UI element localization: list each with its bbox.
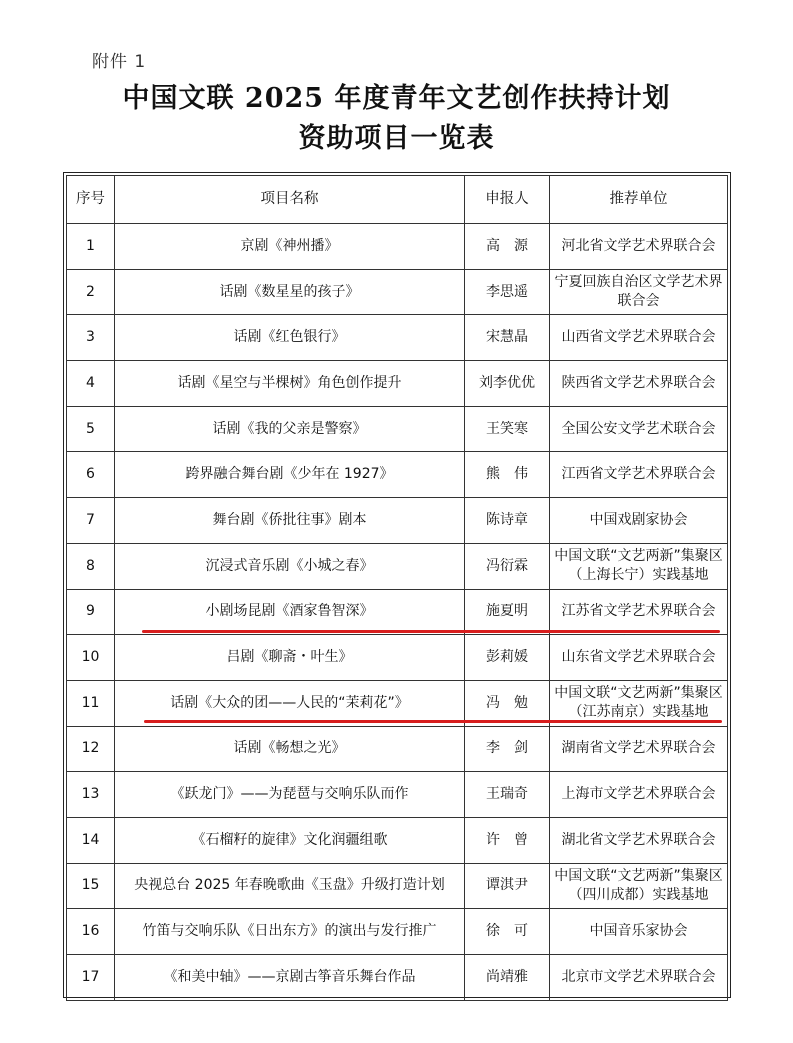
row-number: 2 (67, 269, 115, 315)
project-name: 沉浸式音乐剧《小城之春》 (115, 543, 465, 589)
applicant-name: 冯衍霖 (465, 543, 550, 589)
row-number: 17 (67, 955, 115, 1001)
funded-projects-table (66, 175, 728, 1001)
table-row (67, 909, 728, 955)
applicant-name: 宋慧晶 (465, 315, 550, 361)
row-number: 14 (67, 817, 115, 863)
table-row (67, 635, 728, 681)
applicant-name: 冯 勉 (465, 680, 550, 726)
project-name: 京剧《神州播》 (115, 224, 465, 270)
project-name: 跨界融合舞台剧《少年在 1927》 (115, 452, 465, 498)
project-name: 竹笛与交响乐队《日出东方》的演出与发行推广 (115, 909, 465, 955)
document-title: 中国文联 2025 年度青年文艺创作扶持计划 (122, 83, 671, 114)
table-row (67, 361, 728, 407)
recommending-unit: 北京市文学艺术界联合会 (550, 955, 728, 1001)
recommending-unit: 山西省文学艺术界联合会 (550, 315, 728, 361)
applicant-name: 熊 伟 (465, 452, 550, 498)
row-number: 5 (67, 406, 115, 452)
project-name: 吕剧《聊斋・叶生》 (115, 635, 465, 681)
recommending-unit: 全国公安文学艺术联合会 (550, 406, 728, 452)
attachment-label: 附件 1 (92, 52, 147, 72)
project-name: 话剧《畅想之光》 (115, 726, 465, 772)
recommending-unit: 山东省文学艺术界联合会 (550, 635, 728, 681)
table-body (67, 224, 728, 1001)
table-row (67, 406, 728, 452)
header-applicant: 申报人 (465, 176, 550, 224)
project-name: 话剧《星空与半棵树》角色创作提升 (115, 361, 465, 407)
document-subtitle: 资助项目一览表 (298, 123, 495, 154)
row-number: 15 (67, 863, 115, 909)
row-number: 9 (67, 589, 115, 635)
table-row (67, 726, 728, 772)
header-recommending-unit: 推荐单位 (550, 176, 728, 224)
applicant-name: 彭莉媛 (465, 635, 550, 681)
project-name: 话剧《大众的团——人民的“茉莉花”》 (115, 680, 465, 726)
applicant-name: 徐 可 (465, 909, 550, 955)
row-number: 3 (67, 315, 115, 361)
applicant-name: 王笑寒 (465, 406, 550, 452)
recommending-unit: 中国文联“文艺两新”集聚区（四川成都）实践基地 (550, 863, 728, 909)
applicant-name: 刘李优优 (465, 361, 550, 407)
table-row (67, 269, 728, 315)
project-name: 小剧场昆剧《酒家鲁智深》 (115, 589, 465, 635)
red-underline-row-9 (142, 630, 720, 633)
recommending-unit: 中国音乐家协会 (550, 909, 728, 955)
table-header-row (67, 176, 728, 224)
applicant-name: 尚靖雅 (465, 955, 550, 1001)
project-name: 话剧《数星星的孩子》 (115, 269, 465, 315)
applicant-name: 谭淇尹 (465, 863, 550, 909)
recommending-unit: 中国文联“文艺两新”集聚区（上海长宁）实践基地 (550, 543, 728, 589)
row-number: 7 (67, 498, 115, 544)
recommending-unit: 陕西省文学艺术界联合会 (550, 361, 728, 407)
recommending-unit: 上海市文学艺术界联合会 (550, 772, 728, 818)
table-row (67, 772, 728, 818)
row-number: 13 (67, 772, 115, 818)
table-row (67, 498, 728, 544)
table-row (67, 589, 728, 635)
project-name: 舞台剧《侨批往事》剧本 (115, 498, 465, 544)
row-number: 4 (67, 361, 115, 407)
applicant-name: 施夏明 (465, 589, 550, 635)
project-name: 话剧《我的父亲是警察》 (115, 406, 465, 452)
applicant-name: 李 剑 (465, 726, 550, 772)
funded-projects-table-frame (63, 172, 731, 998)
row-number: 10 (67, 635, 115, 681)
recommending-unit: 江苏省文学艺术界联合会 (550, 589, 728, 635)
table-row (67, 224, 728, 270)
table-row (67, 955, 728, 1001)
project-name: 话剧《红色银行》 (115, 315, 465, 361)
project-name: 《跃龙门》——为琵琶与交响乐队而作 (115, 772, 465, 818)
project-name: 《石榴籽的旋律》文化润疆组歌 (115, 817, 465, 863)
header-project-name: 项目名称 (115, 176, 465, 224)
project-name: 央视总台 2025 年春晚歌曲《玉盘》升级打造计划 (115, 863, 465, 909)
applicant-name: 陈诗章 (465, 498, 550, 544)
header-no: 序号 (67, 176, 115, 224)
red-underline-row-11 (144, 720, 722, 723)
row-number: 16 (67, 909, 115, 955)
table-row (67, 543, 728, 589)
table-row (67, 863, 728, 909)
applicant-name: 高 源 (465, 224, 550, 270)
applicant-name: 王瑞奇 (465, 772, 550, 818)
recommending-unit: 河北省文学艺术界联合会 (550, 224, 728, 270)
row-number: 8 (67, 543, 115, 589)
recommending-unit: 中国戏剧家协会 (550, 498, 728, 544)
row-number: 11 (67, 680, 115, 726)
recommending-unit: 宁夏回族自治区文学艺术界联合会 (550, 269, 728, 315)
applicant-name: 李思遥 (465, 269, 550, 315)
table-row (67, 817, 728, 863)
row-number: 6 (67, 452, 115, 498)
row-number: 1 (67, 224, 115, 270)
project-name: 《和美中轴》——京剧古筝音乐舞台作品 (115, 955, 465, 1001)
table-row (67, 315, 728, 361)
row-number: 12 (67, 726, 115, 772)
recommending-unit: 湖北省文学艺术界联合会 (550, 817, 728, 863)
applicant-name: 许 曾 (465, 817, 550, 863)
recommending-unit: 江西省文学艺术界联合会 (550, 452, 728, 498)
recommending-unit: 湖南省文学艺术界联合会 (550, 726, 728, 772)
recommending-unit: 中国文联“文艺两新”集聚区（江苏南京）实践基地 (550, 680, 728, 726)
table-row (67, 452, 728, 498)
